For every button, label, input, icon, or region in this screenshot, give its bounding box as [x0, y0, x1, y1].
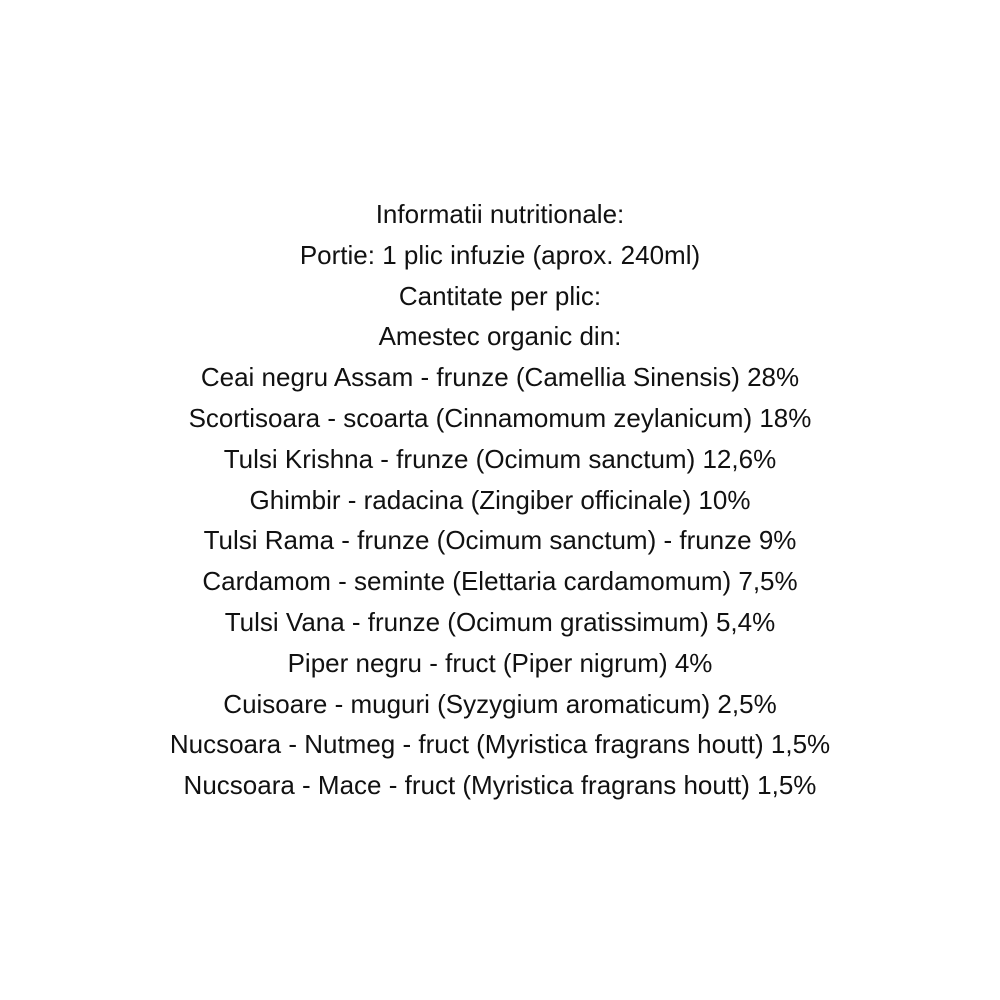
ingredient-line: Nucsoara - Nutmeg - fruct (Myristica fragrans houtt) 1,5%	[169, 729, 831, 760]
ingredient-line: Tulsi Krishna - frunze (Ocimum sanctum) 12,6%	[223, 443, 777, 474]
ingredient-line: Ceai negru Assam - frunze (Camellia Sinensis) 28%	[200, 362, 800, 393]
nutrition-info-block	[170, 194, 830, 806]
ingredient-line: Tulsi Rama - frunze (Ocimum sanctum) - frunze 9%	[203, 525, 797, 556]
serving-size: Portie: 1 plic infuzie (aprox. 240ml)	[299, 239, 701, 270]
ingredient-line: Piper negru - fruct (Piper nigrum) 4%	[287, 647, 713, 678]
ingredient-line: Nucsoara - Mace - fruct (Myristica fragrans houtt) 1,5%	[183, 770, 817, 801]
ingredient-line: Ghimbir - radacina (Zingiber officinale) 10%	[249, 484, 751, 515]
quantity-label: Cantitate per plic:	[398, 280, 602, 311]
ingredient-line: Cuisoare - muguri (Syzygium aromaticum) 2,5%	[223, 688, 777, 719]
ingredient-line: Scortisoara - scoarta (Cinnamomum zeylanicum) 18%	[188, 403, 812, 433]
ingredient-line: Tulsi Vana - frunze (Ocimum gratissimum) 5,4%	[224, 606, 776, 637]
blend-label: Amestec organic din:	[378, 321, 622, 352]
nutrition-title: Informatii nutritionale:	[375, 199, 625, 230]
ingredient-line: Cardamom - seminte (Elettaria cardamomum) 7,5%	[202, 566, 798, 597]
